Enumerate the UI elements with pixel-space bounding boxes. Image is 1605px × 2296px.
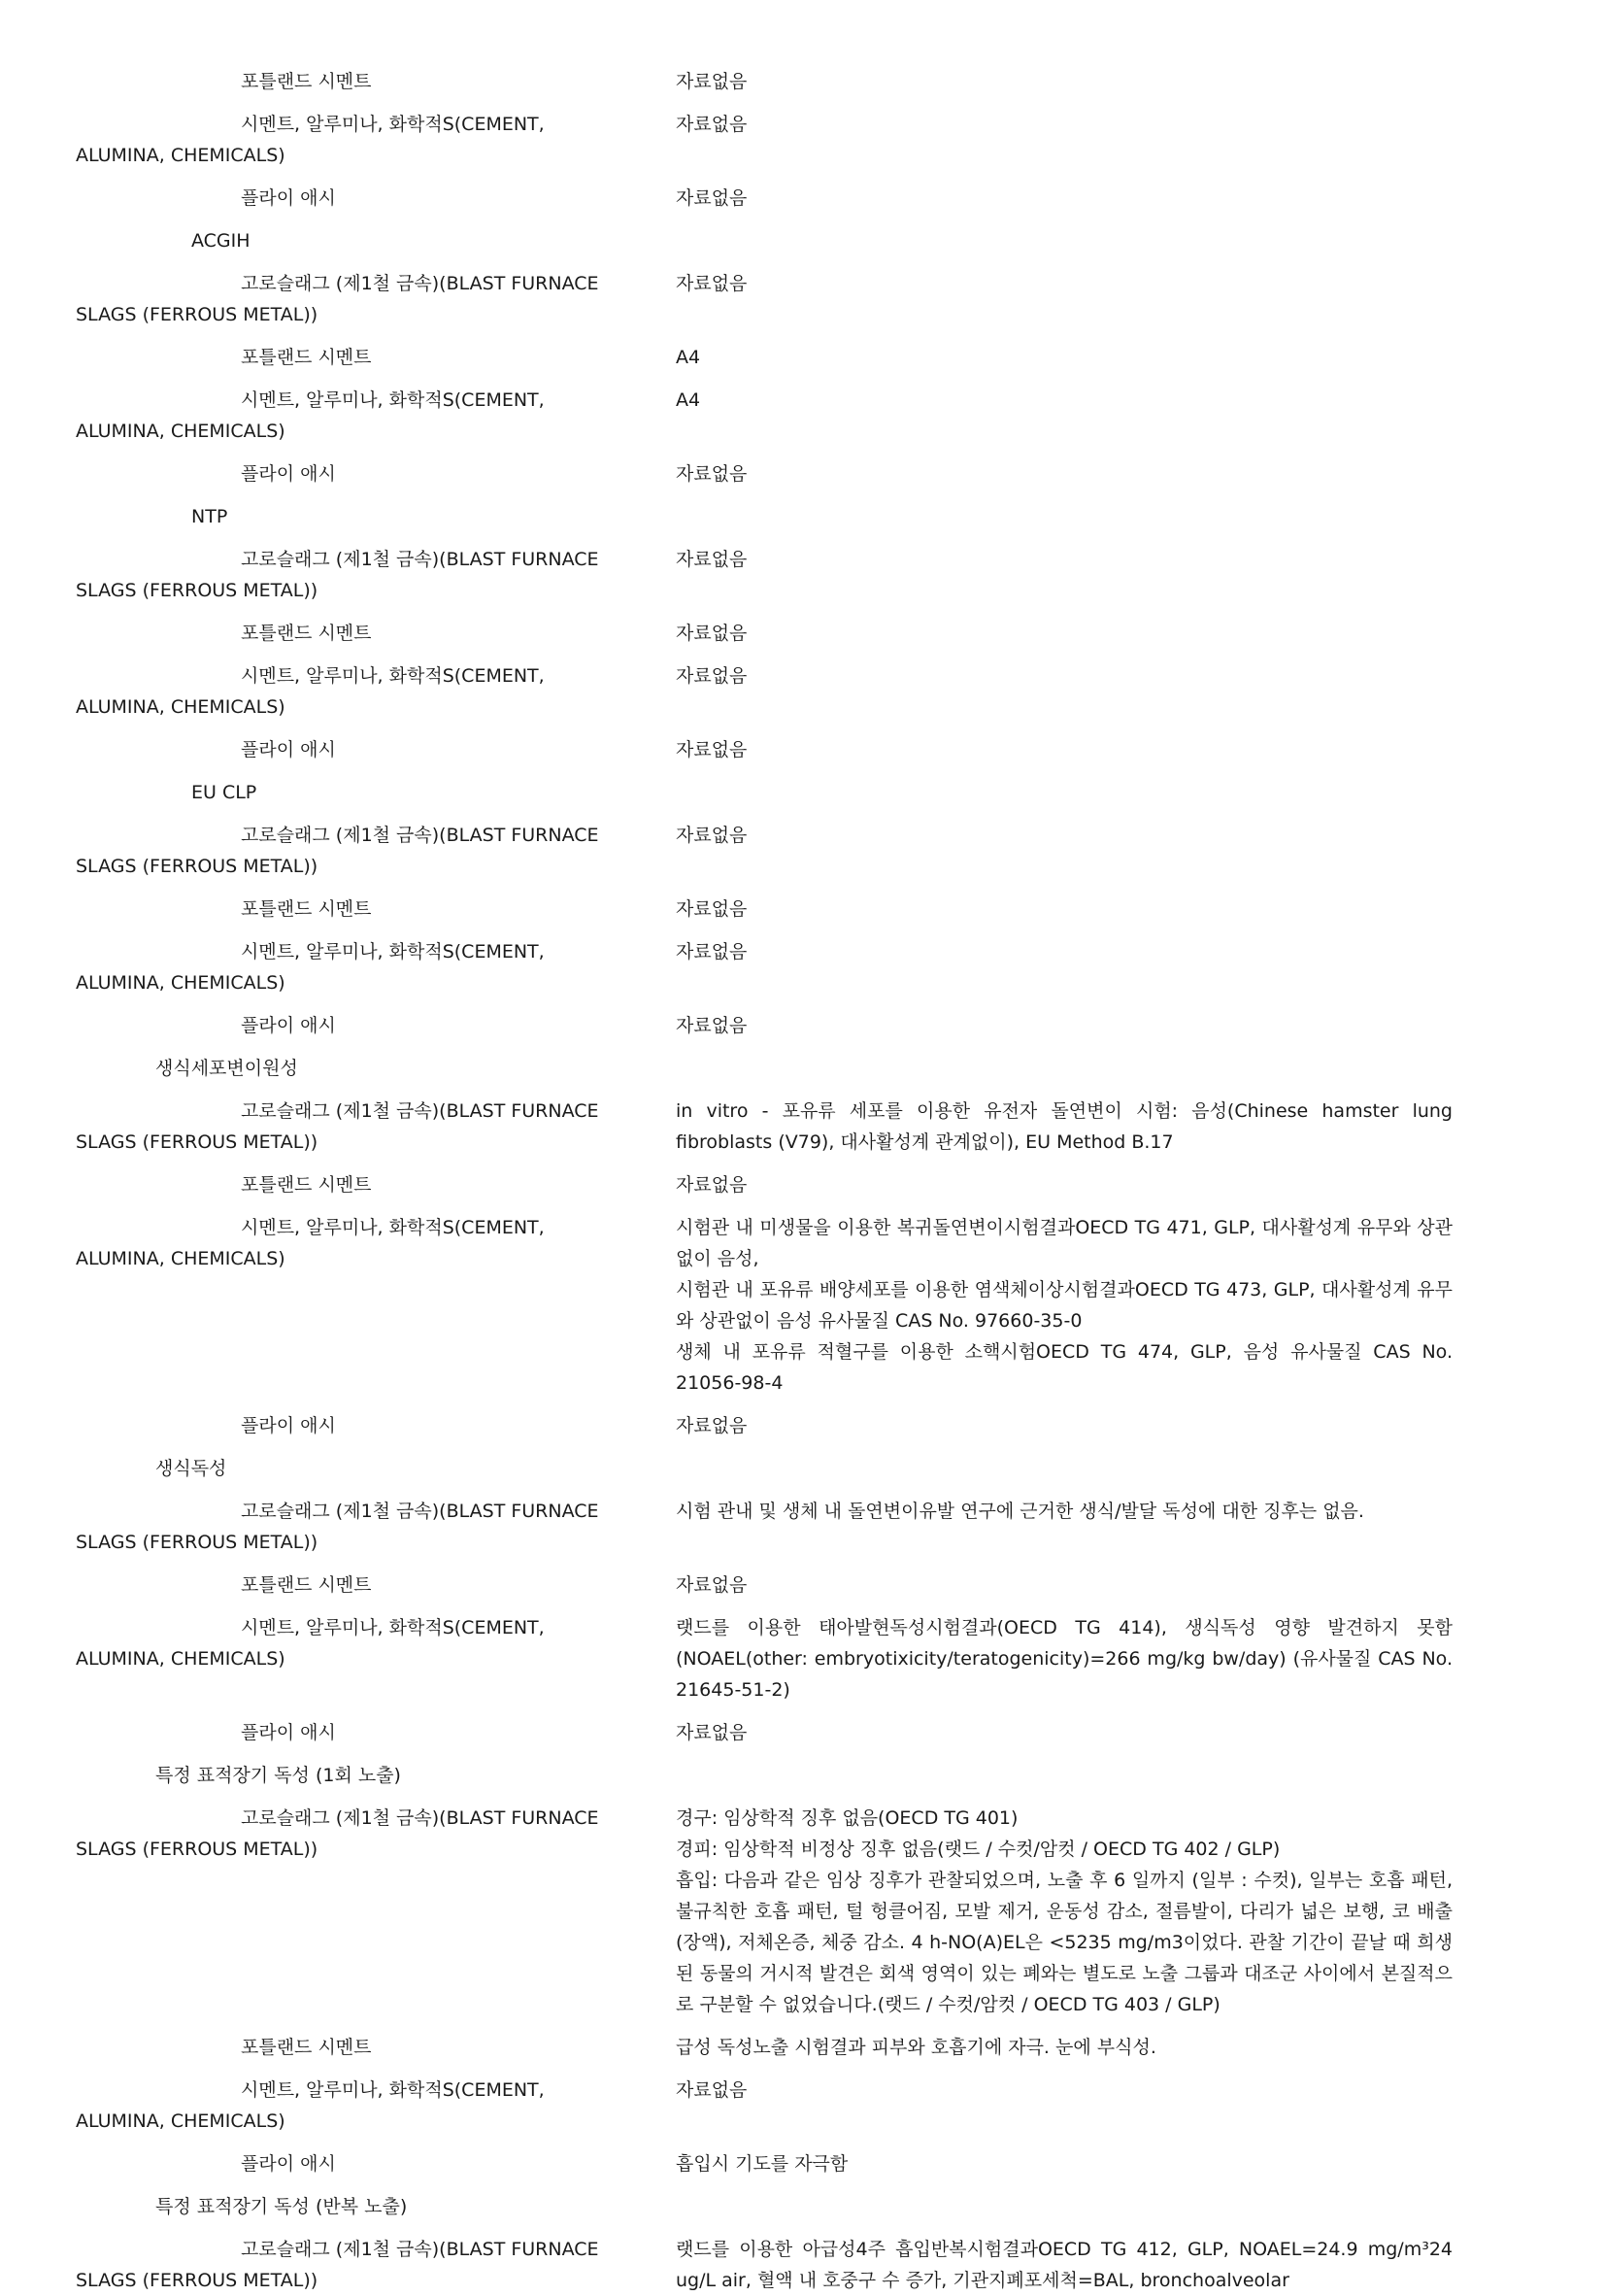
substance-label: 시멘트, 알루미나, 화학적S(CEMENT, ALUMINA, CHEMICALS)	[76, 941, 545, 994]
section-heading: 특정 표적장기 독성 (반복 노출)	[155, 2196, 408, 2217]
substance-label: 포틀랜드 시멘트	[241, 2037, 372, 2058]
data-row	[0, 109, 1605, 171]
substance-value: 자료없음	[676, 2079, 748, 2101]
substance-label: 플라이 애시	[241, 2153, 336, 2175]
substance-label: 고로슬래그 (제1철 금속)(BLAST FURNACE SLAGS (FERROUS METAL))	[76, 2239, 599, 2291]
section-heading: ACGIH	[191, 230, 251, 252]
substance-value: 자료없음	[676, 187, 748, 209]
substance-value: 자료없음	[676, 898, 748, 920]
substance-label: 포틀랜드 시멘트	[241, 623, 372, 644]
substance-label: 고로슬래그 (제1철 금속)(BLAST FURNACE SLAGS (FERROUS METAL))	[76, 825, 599, 877]
data-row	[0, 660, 1605, 723]
substance-value: 자료없음	[676, 623, 748, 644]
data-row	[0, 1010, 1605, 1041]
data-row	[0, 1612, 1605, 1705]
section-heading: 특정 표적장기 독성 (1회 노출)	[155, 1765, 401, 1786]
substance-label: 포틀랜드 시멘트	[241, 898, 372, 920]
substance-value: 자료없음	[676, 1574, 748, 1596]
substance-label: 시멘트, 알루미나, 화학적S(CEMENT, ALUMINA, CHEMICALS)	[76, 114, 545, 166]
substance-value: 흡입시 기도를 자극함	[676, 2153, 849, 2175]
substance-label: 고로슬래그 (제1철 금속)(BLAST FURNACE SLAGS (FERROUS METAL))	[76, 1100, 599, 1153]
section-heading: NTP	[191, 506, 228, 527]
data-row	[0, 342, 1605, 373]
substance-value: 자료없음	[676, 1415, 748, 1436]
data-row	[0, 385, 1605, 447]
substance-value: 자료없음	[676, 665, 748, 687]
substance-label: 시멘트, 알루미나, 화학적S(CEMENT, ALUMINA, CHEMICALS)	[76, 1617, 545, 1670]
substance-value: 자료없음	[676, 825, 748, 846]
substance-label: 시멘트, 알루미나, 화학적S(CEMENT, ALUMINA, CHEMICALS)	[76, 2079, 545, 2132]
substance-value: 자료없음	[676, 463, 748, 485]
substance-label: 고로슬래그 (제1철 금속)(BLAST FURNACE SLAGS (FERROUS METAL))	[76, 1807, 599, 1860]
substance-label: 포틀랜드 시멘트	[241, 71, 372, 92]
data-row	[0, 1717, 1605, 1748]
section-heading: EU CLP	[191, 782, 257, 803]
substance-value: 급성 독성노출 시험결과 피부와 호흡기에 자극. 눈에 부식성.	[676, 2037, 1156, 2058]
substance-label: 플라이 애시	[241, 187, 336, 209]
data-row	[0, 1803, 1605, 2020]
data-row	[0, 1496, 1605, 1558]
section-heading: 생식독성	[155, 1458, 227, 1479]
substance-value: A4	[676, 389, 701, 411]
data-row	[0, 894, 1605, 925]
substance-value: 자료없음	[676, 273, 748, 294]
data-row	[0, 544, 1605, 606]
substance-value: 자료없음	[676, 1015, 748, 1036]
section-heading: 생식세포변이원성	[155, 1058, 298, 1079]
substance-value: 자료없음	[676, 739, 748, 760]
substance-label: 플라이 애시	[241, 1415, 336, 1436]
data-row	[0, 1096, 1605, 1158]
substance-value: 랫드를 이용한 태아발현독성시험결과(OECD TG 414), 생식독성 영향 발견하지 못함 (NOAEL(other: embryotixicity/teratogenicity)=266 mg/kg bw/day) (유사물질 CAS No. 21645-51-2)	[676, 1617, 1453, 1701]
substance-label: 시멘트, 알루미나, 화학적S(CEMENT, ALUMINA, CHEMICALS)	[76, 665, 545, 718]
data-row	[0, 936, 1605, 998]
substance-value: 랫드를 이용한 아급성4주 흡입반복시험결과OECD TG 412, GLP, NOAEL=24.9 mg/m³24 ug/L air, 혈액 내 호중구 수 증가, 기관지폐포세척=BAL, bronchoalveolar	[676, 2239, 1453, 2291]
data-row	[0, 2032, 1605, 2063]
data-row	[0, 734, 1605, 765]
data-row	[0, 1570, 1605, 1601]
substance-value: 자료없음	[676, 549, 748, 570]
substance-value: 자료없음	[676, 941, 748, 962]
data-row	[0, 1169, 1605, 1200]
substance-label: 시멘트, 알루미나, 화학적S(CEMENT, ALUMINA, CHEMICALS)	[76, 389, 545, 442]
substance-label: 포틀랜드 시멘트	[241, 1174, 372, 1196]
substance-label: 고로슬래그 (제1철 금속)(BLAST FURNACE SLAGS (FERROUS METAL))	[76, 273, 599, 325]
substance-label: 시멘트, 알루미나, 화학적S(CEMENT, ALUMINA, CHEMICALS)	[76, 1217, 545, 1269]
substance-value: 시험관 내 미생물을 이용한 복귀돌연변이시험결과OECD TG 471, GLP, 대사활성계 유무와 상관없이 음성, 시험관 내 포유류 배양세포를 이용한 염색체이상시험결과OECD TG 473, GLP, 대사활성계 유무와 상관없이 음성 유사물질 CAS No. 97660-35-0 생체 내 포유류 적혈구를 이용한 소핵시험OECD TG 474, GLP, 음성 유사물질 CAS No. 21056-98-4	[676, 1217, 1453, 1394]
substance-label: 고로슬래그 (제1철 금속)(BLAST FURNACE SLAGS (FERROUS METAL))	[76, 1501, 599, 1553]
substance-value: 자료없음	[676, 71, 748, 92]
substance-value: 자료없음	[676, 1174, 748, 1196]
data-row	[0, 1410, 1605, 1441]
substance-label: 포틀랜드 시멘트	[241, 347, 372, 368]
substance-label: 플라이 애시	[241, 1015, 336, 1036]
data-row	[0, 618, 1605, 649]
substance-value: 자료없음	[676, 1722, 748, 1743]
substance-value: A4	[676, 347, 701, 368]
substance-label: 플라이 애시	[241, 739, 336, 760]
substance-label: 포틀랜드 시멘트	[241, 1574, 372, 1596]
data-row	[0, 268, 1605, 330]
data-row	[0, 458, 1605, 490]
data-row	[0, 1212, 1605, 1399]
data-row	[0, 183, 1605, 214]
data-row	[0, 820, 1605, 882]
substance-label: 고로슬래그 (제1철 금속)(BLAST FURNACE SLAGS (FERROUS METAL))	[76, 549, 599, 601]
substance-value: 자료없음	[676, 114, 748, 135]
data-row	[0, 2148, 1605, 2179]
substance-label: 플라이 애시	[241, 463, 336, 485]
data-row	[0, 2234, 1605, 2296]
substance-value: 경구: 임상학적 징후 없음(OECD TG 401) 경피: 임상학적 비정상 징후 없음(랫드 / 수컷/암컷 / OECD TG 402 / GLP) 흡입: 다음과 같은 임상 징후가 관찰되었으며, 노출 후 6 일까지 (일부 : 수컷), 일부는 호흡 패턴, 불규칙한 호흡 패턴, 털 헝클어짐, 모발 제거, 운동성 감소, 절름발이, 다리가 넓은 보행, 코 배출(장액), 저체온증, 체중 감소. 4 h-NO(A)EL은 <5235 mg/m3이었다. 관찰 기간이 끝날 때 희생된 동물의 거시적 발견은 회색 영역이 있는 폐와는 별도로 노출 그룹과 대조군 사이에서 본질적으로 구분할 수 없었습니다.(랫드 / 수컷/암컷 / OECD TG 403 / GLP)	[676, 1807, 1453, 2015]
data-row	[0, 66, 1605, 97]
substance-value: 시험 관내 및 생체 내 돌연변이유발 연구에 근거한 생식/발달 독성에 대한 징후는 없음.	[676, 1501, 1364, 1522]
substance-value: in vitro - 포유류 세포를 이용한 유전자 돌연변이 시험: 음성(Chinese hamster lung fibroblasts (V79), 대사활성계 관계없이), EU Method B.17	[676, 1100, 1453, 1153]
substance-label: 플라이 애시	[241, 1722, 336, 1743]
data-row	[0, 2075, 1605, 2137]
